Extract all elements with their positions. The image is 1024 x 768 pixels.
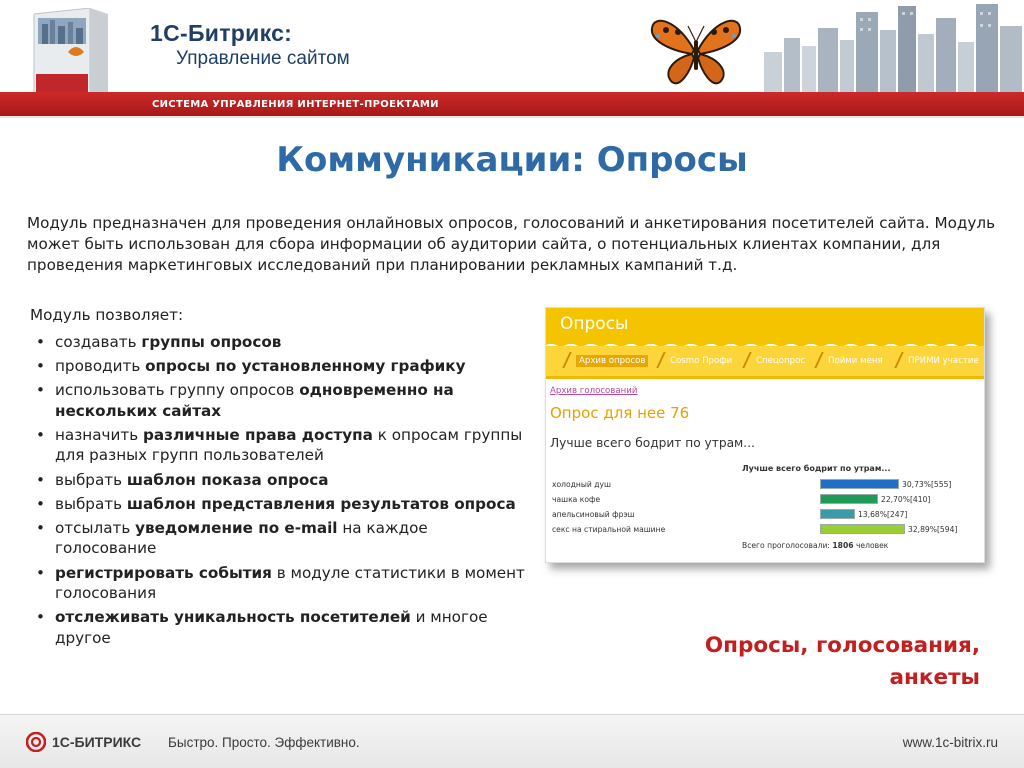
features-heading: Модуль позволяет: bbox=[30, 306, 184, 324]
panel-title: Опросы bbox=[560, 314, 629, 334]
slogan-line-2: анкеты bbox=[889, 665, 980, 690]
feature-highlight: группы опросов bbox=[141, 333, 282, 351]
tab-participate[interactable]: ПРИМИ участие bbox=[908, 356, 979, 366]
result-label: холодный душ bbox=[552, 480, 611, 489]
tab-cosmo[interactable]: Cosmo Профи bbox=[670, 356, 733, 366]
footer bbox=[0, 714, 1024, 768]
feature-highlight: опросы по установленному графику bbox=[145, 357, 466, 376]
feature-highlight: регистрировать события bbox=[55, 563, 272, 582]
feature-text: в модуле статистики в момент голосования bbox=[55, 563, 525, 603]
result-row bbox=[550, 523, 980, 537]
header-band-text: СИСТЕМА УПРАВЛЕНИЯ ИНТЕРНЕТ-ПРОЕКТАМИ bbox=[152, 99, 439, 110]
feature-highlight: различные права доступа bbox=[143, 426, 373, 445]
tab-special[interactable]: Спецопрос bbox=[756, 356, 806, 366]
polls-screenshot bbox=[545, 307, 985, 563]
result-value: 30,73%[555] bbox=[902, 480, 952, 489]
feature-item bbox=[36, 518, 526, 559]
slogan-line-1: Опросы, голосования, bbox=[704, 633, 980, 658]
result-label: чашка кофе bbox=[552, 495, 601, 504]
feature-item bbox=[36, 470, 526, 490]
feature-text: использовать группу опросов bbox=[55, 381, 300, 400]
header bbox=[0, 0, 1024, 120]
footer-brand: 1С-БИТРИКС bbox=[52, 734, 142, 750]
tab-separator bbox=[888, 352, 903, 368]
vote-total-suffix: человек bbox=[853, 541, 889, 550]
footer-url[interactable]: www.1c-bitrix.ru bbox=[902, 735, 998, 750]
feature-text: на каждое голосование bbox=[55, 519, 428, 558]
page-title: Коммуникации: Опросы bbox=[276, 140, 748, 180]
feature-highlight: шаблон представления результатов опроса bbox=[126, 494, 516, 513]
panel-divider bbox=[546, 376, 985, 379]
butterfly-image bbox=[648, 10, 744, 90]
vote-total bbox=[742, 541, 888, 550]
result-bar bbox=[820, 494, 878, 504]
result-row bbox=[550, 493, 980, 507]
result-value: 22,70%[410] bbox=[881, 495, 931, 504]
header-band bbox=[0, 92, 1024, 118]
result-bar bbox=[820, 479, 899, 489]
feature-highlight: шаблон показа опроса bbox=[126, 470, 329, 489]
feature-highlight: одновременно на нескольких сайтах bbox=[55, 381, 454, 420]
footer-tagline: Быстро. Просто. Эффективно. bbox=[168, 735, 360, 750]
feature-item bbox=[36, 563, 526, 604]
feature-item bbox=[36, 607, 526, 648]
feature-item bbox=[36, 425, 526, 466]
tab-archive[interactable]: Архив опросов bbox=[576, 355, 648, 367]
slogan bbox=[600, 630, 980, 694]
poll-question: Лучше всего бодрит по утрам... bbox=[550, 436, 755, 450]
feature-text: отсылать bbox=[55, 519, 136, 538]
feature-highlight: уведомление по e-mail bbox=[135, 519, 338, 538]
tab-understand[interactable]: Пойми меня bbox=[828, 356, 883, 366]
brand-name: 1С-Битрикс: bbox=[150, 20, 293, 46]
tab-separator bbox=[736, 352, 751, 368]
result-label: секс на стиральной машине bbox=[552, 525, 666, 534]
feature-text: назначить bbox=[55, 426, 144, 445]
results-title: Лучше всего бодрит по утрам... bbox=[742, 464, 891, 473]
vote-total-prefix: Всего проголосовали: bbox=[742, 541, 833, 550]
feature-list bbox=[36, 332, 526, 652]
feature-item bbox=[36, 380, 526, 421]
feature-text: создавать bbox=[55, 333, 142, 351]
poll-name: Опрос для нее 76 bbox=[550, 404, 690, 422]
feature-text: и многое другое bbox=[55, 608, 488, 647]
feature-item bbox=[36, 356, 526, 376]
result-bar bbox=[820, 509, 855, 519]
result-label: апельсиновый фрэш bbox=[552, 510, 635, 519]
feature-item bbox=[36, 332, 526, 352]
archive-link[interactable]: Архив голосований bbox=[550, 386, 638, 396]
intro-paragraph: Модуль предназначен для проведения онлайновых опросов, голосований и анкетирования посетителей сайта. Модуль может быть использован для сбора информации об аудитории сайта, о потенциальных клиентах компании, для проведения маркетинговых исследований при планировании рекламных кампаний т.д. bbox=[27, 214, 996, 274]
feature-text: выбрать bbox=[55, 470, 127, 489]
result-value: 32,89%[594] bbox=[908, 525, 958, 534]
bitrix-logo-icon bbox=[26, 732, 46, 752]
feature-text: выбрать bbox=[55, 494, 127, 513]
feature-text: к опросам группы для разных групп пользователей bbox=[55, 426, 523, 465]
result-row bbox=[550, 478, 980, 492]
tab-separator bbox=[556, 352, 571, 368]
brand-subtitle: Управление сайтом bbox=[176, 48, 350, 69]
panel-header bbox=[546, 308, 985, 344]
feature-highlight: отслеживать уникальность посетителей bbox=[55, 608, 411, 627]
result-value: 13,68%[247] bbox=[858, 510, 908, 519]
result-bar bbox=[820, 524, 905, 534]
feature-text: проводить bbox=[55, 357, 146, 376]
tab-separator bbox=[808, 352, 823, 368]
result-row bbox=[550, 508, 980, 522]
vote-total-value: 1806 bbox=[832, 541, 854, 550]
tab-separator bbox=[650, 352, 665, 368]
feature-item bbox=[36, 494, 526, 514]
city-skyline-image bbox=[760, 0, 1024, 92]
panel-tabs bbox=[546, 346, 985, 376]
